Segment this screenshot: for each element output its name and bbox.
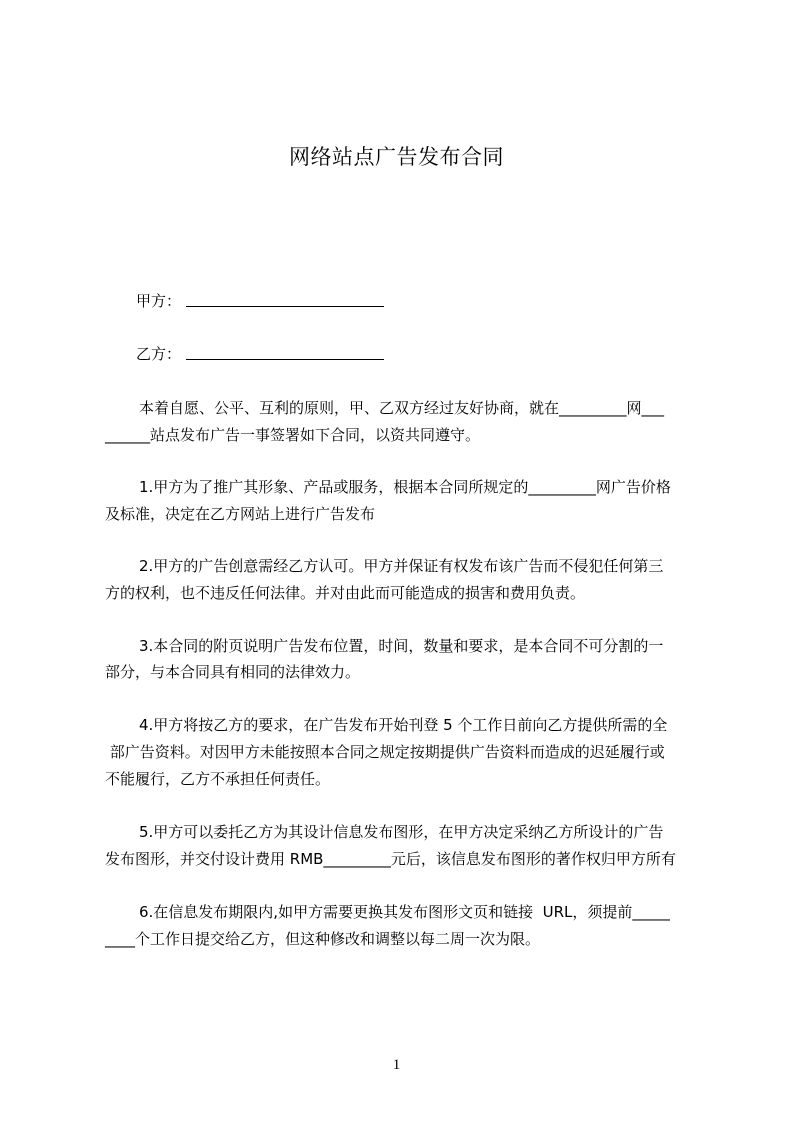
clause-1-line-1: 1.甲方为了推广其形象、产品或服务，根据本合同所规定的_________网广告价格 [139, 478, 671, 496]
clause-1-line-2: 及标准，决定在乙方网站上进行广告发布 [105, 505, 376, 523]
document-title: 网络站点广告发布合同 [289, 145, 504, 169]
clause-2-line-2: 方的权利，也不违反任何法律。并对由此而可能造成的损害和费用负责。 [105, 584, 586, 602]
clause-6-line-1: 6.在信息发布期限内,如甲方需要更换其发布图形文页和链接 URL，须提前_____ [139, 903, 670, 921]
clause-2-line-1: 2.甲方的广告创意需经乙方认可。甲方并保证有权发布该广告而不侵犯任何第三 [139, 557, 664, 575]
clause-6-line-2: ____个工作日提交给乙方，但这种修改和调整以每二周一次为限。 [105, 930, 541, 948]
clause-5-line-2: 发布图形，并交付设计费用 RMB_________元后，该信息发布图形的著作权归甲方所有 [105, 850, 676, 868]
party-a-label: 甲方： [136, 292, 182, 310]
clause-4-line-2: 部广告资料。对因甲方未能按照本合同之规定按期提供广告资料而造成的迟延履行或 [105, 743, 665, 761]
party-a-blank [186, 306, 384, 307]
clause-4-line-3: 不能履行，乙方不承担任何责任。 [105, 770, 331, 788]
intro-line-1: 本着自愿、公平、互利的原则，甲、乙双方经过友好协商，就在_________网___ [139, 399, 665, 417]
intro-line-2: ______站点发布广告一事签署如下合同，以资共同遵守。 [105, 426, 481, 444]
clause-3-line-1: 3.本合同的附页说明广告发布位置，时间，数量和要求，是本合同不可分割的一 [139, 637, 664, 655]
clause-5-line-1: 5.甲方可以委托乙方为其设计信息发布图形，在甲方决定采纳乙方所设计的广告 [139, 823, 664, 841]
page-number: 1 [392, 1057, 401, 1073]
party-b-label: 乙方： [136, 345, 182, 363]
clause-4-line-1: 4.甲方将按乙方的要求，在广告发布开始刊登 5 个工作日前向乙方提供所需的全 [139, 716, 668, 734]
party-b-blank [186, 359, 384, 360]
clause-3-line-2: 部分，与本合同具有相同的法律效力。 [105, 663, 361, 681]
